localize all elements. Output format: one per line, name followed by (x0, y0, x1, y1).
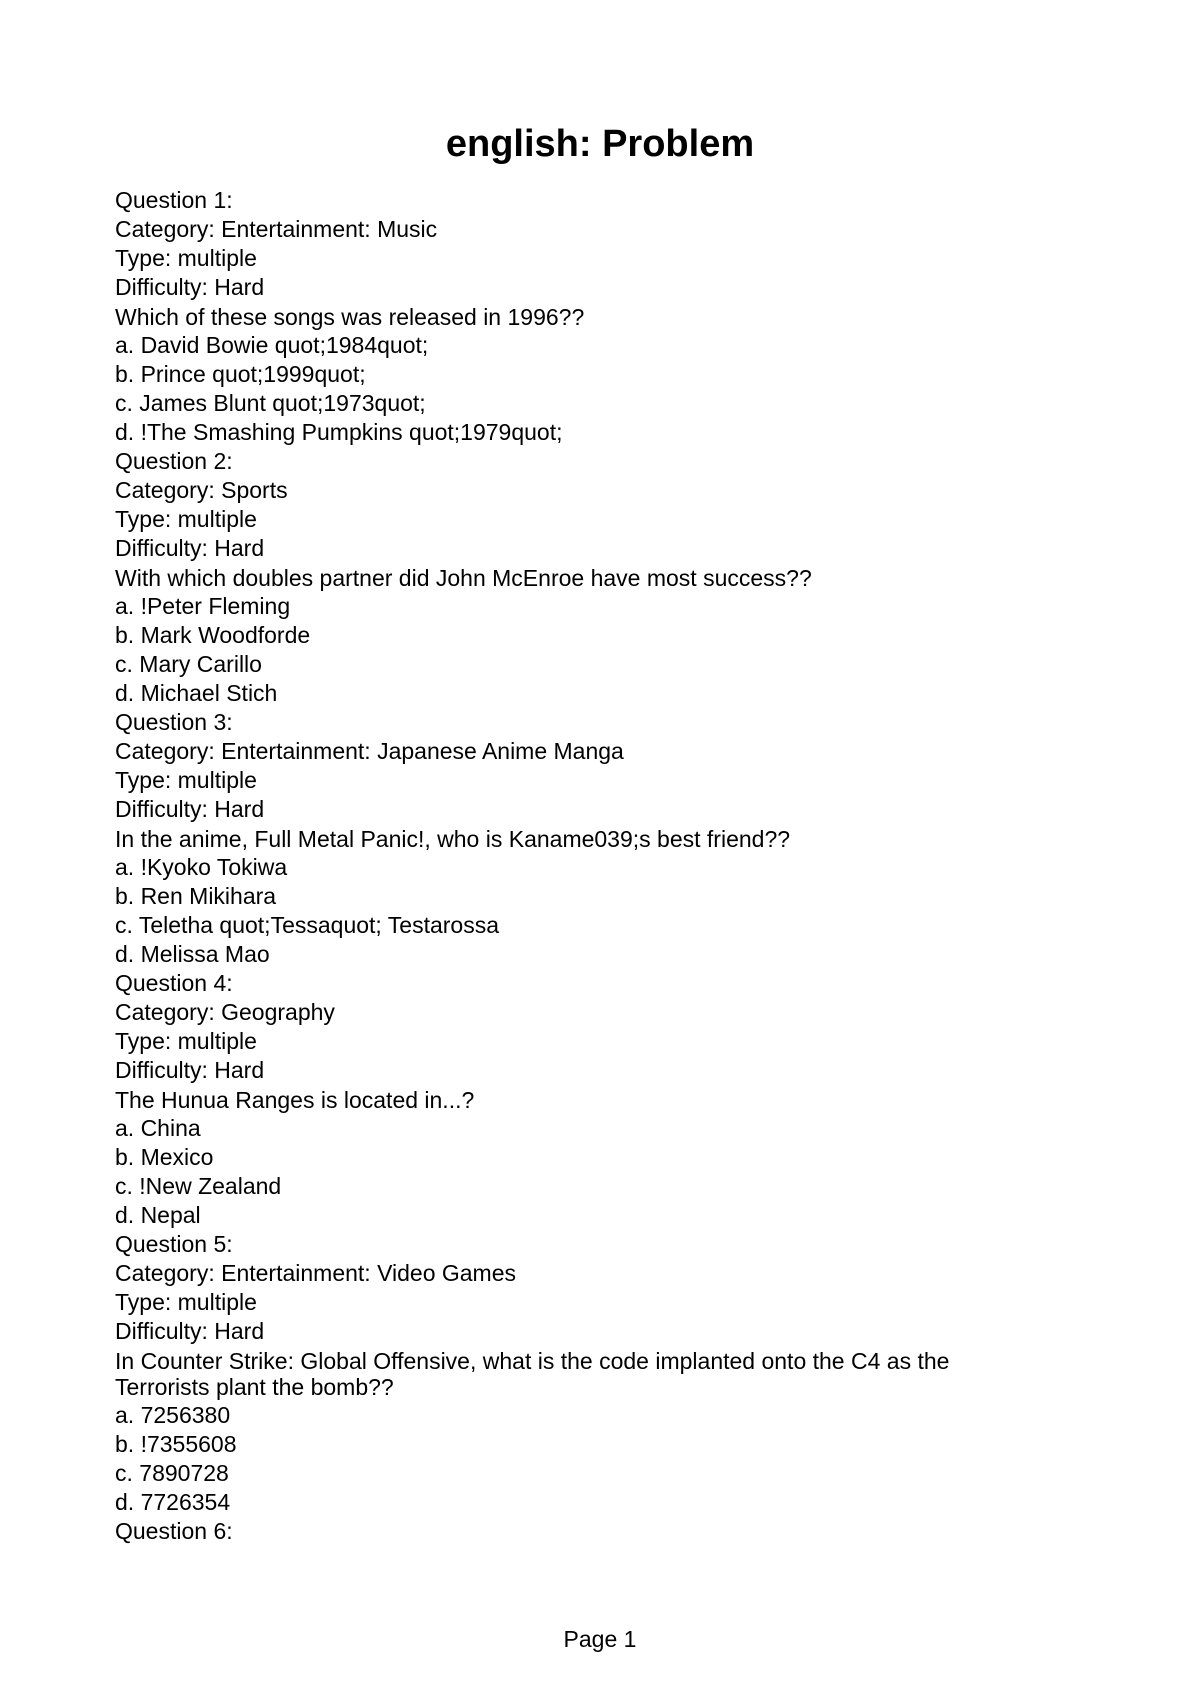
question-type: Type: multiple (115, 1289, 257, 1315)
answer-option: c. !New Zealand (115, 1173, 282, 1199)
answer-option: a. David Bowie quot;1984quot; (115, 332, 429, 358)
answer-option: b. Mark Woodforde (115, 622, 311, 648)
answer-option: d. Nepal (115, 1202, 201, 1228)
answer-option: a. China (115, 1115, 201, 1141)
question-text: With which doubles partner did John McEnroe have most success?? (115, 565, 812, 591)
question-block (115, 1517, 1015, 1546)
question-category: Category: Geography (115, 999, 335, 1025)
question-block (115, 969, 1015, 1230)
question-heading: Question 4: (115, 970, 233, 996)
question-difficulty: Difficulty: Hard (115, 1318, 265, 1344)
answer-option: a. 7256380 (115, 1402, 231, 1428)
question-difficulty: Difficulty: Hard (115, 274, 265, 300)
question-type: Type: multiple (115, 245, 257, 271)
question-heading: Question 2: (115, 448, 233, 474)
question-block (115, 447, 1015, 708)
question-text: In the anime, Full Metal Panic!, who is Kaname039;s best friend?? (115, 826, 791, 852)
question-heading: Question 5: (115, 1231, 233, 1257)
answer-option: c. James Blunt quot;1973quot; (115, 390, 426, 416)
answer-option: d. Melissa Mao (115, 941, 270, 967)
question-type: Type: multiple (115, 506, 257, 532)
question-text: The Hunua Ranges is located in...? (115, 1087, 475, 1113)
question-block (115, 186, 1015, 447)
question-category: Category: Entertainment: Video Games (115, 1260, 517, 1286)
question-category: Category: Sports (115, 477, 288, 503)
answer-option: b. !7355608 (115, 1431, 237, 1457)
question-category: Category: Entertainment: Music (115, 216, 438, 242)
answer-option: b. Prince quot;1999quot; (115, 361, 366, 387)
question-category: Category: Entertainment: Japanese Anime Manga (115, 738, 624, 764)
answer-option: a. !Kyoko Tokiwa (115, 854, 288, 880)
page-title: english: Problem (445, 123, 755, 165)
question-type: Type: multiple (115, 1028, 257, 1054)
question-difficulty: Difficulty: Hard (115, 535, 265, 561)
question-list (115, 186, 1015, 1546)
answer-option: b. Mexico (115, 1144, 214, 1170)
question-difficulty: Difficulty: Hard (115, 1057, 265, 1083)
question-text: In Counter Strike: Global Offensive, what is the code implanted onto the C4 as the Terrorists plant the bomb?? (115, 1348, 950, 1400)
question-heading: Question 3: (115, 709, 233, 735)
answer-option: a. !Peter Fleming (115, 593, 291, 619)
question-block (115, 708, 1015, 969)
question-heading: Question 6: (115, 1518, 233, 1544)
answer-option: c. 7890728 (115, 1460, 229, 1486)
question-type: Type: multiple (115, 767, 257, 793)
answer-option: d. 7726354 (115, 1489, 231, 1515)
answer-option: c. Teletha quot;Tessaquot; Testarossa (115, 912, 500, 938)
answer-option: c. Mary Carillo (115, 651, 262, 677)
question-heading: Question 1: (115, 187, 233, 213)
question-difficulty: Difficulty: Hard (115, 796, 265, 822)
page-number: Page 1 (563, 1626, 637, 1652)
question-text: Which of these songs was released in 1996?? (115, 304, 585, 330)
question-block (115, 1230, 1015, 1517)
answer-option: b. Ren Mikihara (115, 883, 277, 909)
answer-option: d. Michael Stich (115, 680, 278, 706)
answer-option: d. !The Smashing Pumpkins quot;1979quot; (115, 419, 563, 445)
